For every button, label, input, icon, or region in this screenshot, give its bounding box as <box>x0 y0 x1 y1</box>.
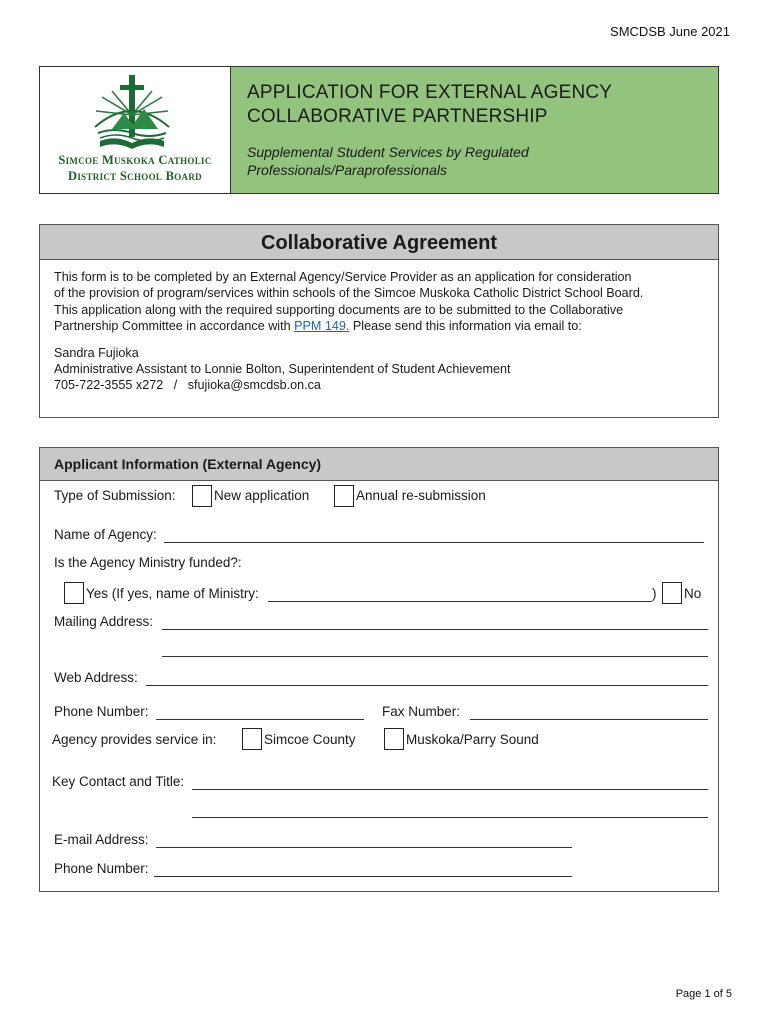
fax-number-field[interactable] <box>470 719 708 720</box>
form-header <box>39 66 719 194</box>
agreement-text <box>40 260 718 394</box>
logo-text-line1: Simcoe Muskoka Catholic <box>58 153 212 167</box>
new-application-label: New application <box>214 488 310 503</box>
ministry-yes-checkbox[interactable] <box>64 582 84 604</box>
annual-resubmission-checkbox[interactable] <box>334 485 354 507</box>
mailing-address-label: Mailing Address: <box>54 614 154 629</box>
ministry-yes-label: Yes (If yes, name of Ministry: <box>86 586 259 601</box>
mailing-address-field-line2[interactable] <box>162 656 708 657</box>
ministry-no-checkbox[interactable] <box>662 582 682 604</box>
agreement-line1: This form is to be completed by an External Agency/Service Provider as an application for consideration <box>54 270 632 284</box>
agreement-line2: of the provision of program/services within schools of the Simcoe Muskoka Catholic District School Board. <box>54 286 644 301</box>
page-number: Page 1 of 5 <box>675 988 732 1000</box>
document-reference: SMCDSB June 2021 <box>610 24 730 39</box>
subtitle-line1: Supplemental Student Services by Regulated <box>247 144 529 160</box>
agreement-line4-text: Partnership Committee in accordance with <box>54 319 295 334</box>
new-application-checkbox[interactable] <box>192 485 212 507</box>
key-contact-field[interactable] <box>192 789 708 790</box>
applicant-heading: Applicant Information (External Agency) <box>40 448 718 481</box>
ministry-paren: ) <box>652 586 657 601</box>
agreement-line3: This application along with the required supporting documents are to be submitted to the Collaborative <box>54 302 624 317</box>
agency-name-field[interactable] <box>164 542 704 543</box>
email-address-label: E-mail Address: <box>54 832 149 847</box>
contact-info: 705-722-3555 x272 / sfujioka@smcdsb.on.ca <box>54 378 321 393</box>
simcoe-county-label: Simcoe County <box>264 732 356 747</box>
submission-type-label: Type of Submission: <box>54 488 176 503</box>
agreement-heading: Collaborative Agreement <box>40 225 718 260</box>
key-contact-field-line2[interactable] <box>192 817 708 818</box>
contact-phone-label: Phone Number: <box>54 861 149 876</box>
applicant-section <box>39 447 719 892</box>
email-address-field[interactable] <box>156 847 572 848</box>
logo-text-line2: District School Board <box>68 169 202 183</box>
form-title-line1: APPLICATION FOR EXTERNAL AGENCY <box>247 82 613 103</box>
contact-name: Sandra Fujioka <box>54 345 139 360</box>
phone-number-field[interactable] <box>156 719 364 720</box>
fax-number-label: Fax Number: <box>382 704 461 719</box>
mailing-address-field[interactable] <box>162 629 708 630</box>
muskoka-parry-sound-checkbox[interactable] <box>384 728 404 750</box>
web-address-field[interactable] <box>146 685 708 686</box>
agency-name-label: Name of Agency: <box>54 527 157 542</box>
muskoka-parry-sound-label: Muskoka/Parry Sound <box>406 732 539 747</box>
phone-number-label: Phone Number: <box>54 704 149 719</box>
annual-resubmission-label: Annual re-submission <box>356 488 486 503</box>
agreement-line4 <box>54 318 704 334</box>
school-board-logo <box>40 67 231 193</box>
form-title-line2: COLLABORATIVE PARTNERSHIP <box>247 106 548 127</box>
ministry-funded-question: Is the Agency Ministry funded?: <box>54 555 242 570</box>
agreement-line4-end: Please send this information via email to: <box>349 319 582 334</box>
agreement-section <box>39 224 719 418</box>
title-panel <box>231 67 718 193</box>
contact-role: Administrative Assistant to Lonnie Bolton, Superintendent of Student Achievement <box>54 362 511 377</box>
key-contact-label: Key Contact and Title: <box>52 774 185 789</box>
ministry-no-label: No <box>684 586 702 601</box>
ministry-name-field[interactable] <box>268 601 652 602</box>
service-area-label: Agency provides service in: <box>52 732 217 747</box>
simcoe-county-checkbox[interactable] <box>242 728 262 750</box>
ppm-149-link[interactable]: PPM 149. <box>294 319 350 334</box>
web-address-label: Web Address: <box>54 670 138 685</box>
subtitle-line2: Professionals/Paraprofessionals <box>247 162 447 178</box>
contact-phone-field[interactable] <box>154 876 572 877</box>
